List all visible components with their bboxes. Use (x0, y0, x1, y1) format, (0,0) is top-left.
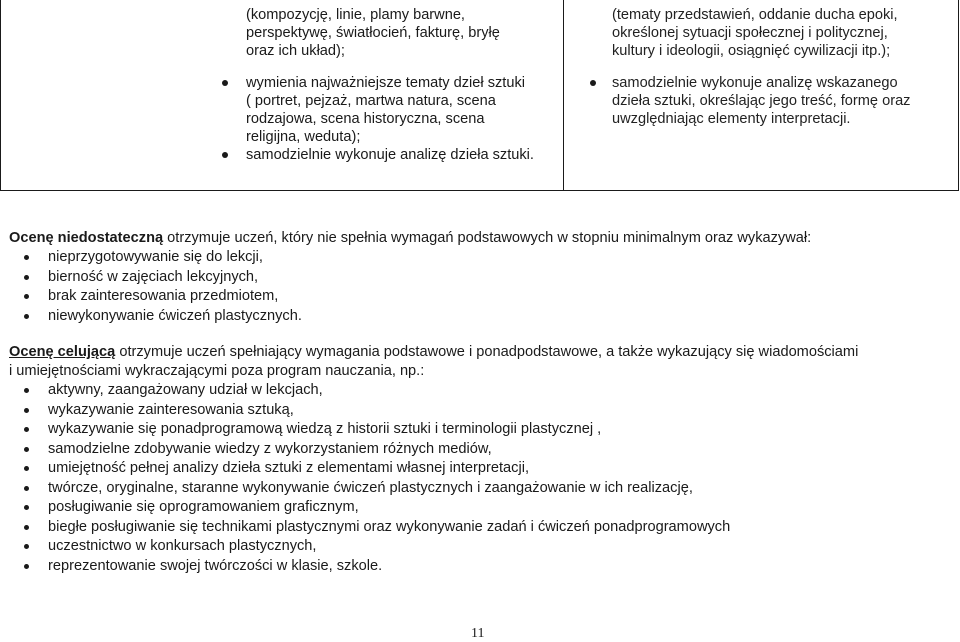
grade-excellent-list (0, 381, 950, 576)
list-item-text: posługiwanie się oprogramowaniem graficznym, (48, 499, 359, 515)
list-item-text: twórcze, oryginalne, staranne wykonywanie ćwiczeń plastycznych i zaangażowanie w ich realizację, (48, 479, 693, 496)
cell-text-line: samodzielnie wykonuje analizę wskazanego (612, 75, 898, 91)
bullet-icon (24, 544, 29, 549)
cell-text-line: uwzględniając elementy interpretacji. (612, 111, 851, 127)
table-border-middle (563, 0, 564, 191)
list-item-text: wykazywanie się ponadprogramową wiedzą z historii sztuki i terminologii plastycznej , (48, 421, 602, 437)
cell-text-line: rodzajowa, scena historyczna, scena (246, 111, 485, 127)
list-item-text: samodzielne zdobywanie wiedzy z wykorzystaniem różnych mediów, (48, 440, 492, 457)
list-item (0, 459, 950, 479)
list-item-text: wykazywanie zainteresowania sztuką, (48, 401, 294, 418)
grade-excellent-section (0, 343, 950, 576)
list-item (0, 518, 950, 538)
list-item-text: niewykonywanie ćwiczeń plastycznych. (48, 307, 302, 324)
cell-text-line: perspektywę, światłocień, fakturę, bryłę (246, 25, 500, 41)
table-border-bottom (0, 190, 959, 191)
list-item (0, 381, 950, 401)
list-item (246, 146, 562, 164)
bullet-icon (24, 466, 29, 471)
list-item (0, 307, 950, 327)
page-number: 11 (471, 626, 485, 641)
bullet-icon (24, 388, 29, 393)
list-item (0, 498, 950, 518)
grade-excellent-intro (0, 343, 950, 362)
list-item (0, 537, 950, 557)
bullet-icon (24, 564, 29, 569)
list-item-text: reprezentowanie swojej twórczości w klasie, szkole. (48, 557, 383, 574)
list-item-text: brak zainteresowania przedmiotem, (48, 288, 279, 304)
cell-text-line: wymienia najważniejsze tematy dzieł sztuki (246, 75, 526, 91)
list-item (0, 287, 950, 307)
list-item-text: nieprzygotowywanie się do lekcji, (48, 249, 263, 265)
list-item (0, 401, 950, 421)
grade-excellent-heading: Ocenę celującą (9, 344, 116, 360)
grade-fail-intro (0, 229, 950, 248)
bullet-icon (24, 294, 29, 299)
bullet-icon (222, 80, 228, 86)
cell-text-line: kultury i ideologii, osiągnięć cywilizacji itp.); (612, 43, 891, 59)
table-cell-right (612, 6, 957, 128)
list-item (0, 420, 950, 440)
right-bullet-list (612, 74, 957, 128)
list-item (612, 74, 957, 128)
bullet-icon (24, 447, 29, 452)
bullet-icon (24, 505, 29, 510)
bullet-icon (590, 80, 596, 86)
list-item (0, 440, 950, 460)
list-item (0, 248, 950, 268)
cell-text-line: (kompozycję, linie, plamy barwne, (246, 7, 465, 23)
table-cell-left (246, 6, 562, 164)
criteria-table (0, 0, 960, 191)
cell-text-line: oraz ich układ); (246, 43, 345, 59)
bullet-icon (24, 427, 29, 432)
grade-fail-list (0, 248, 950, 326)
bullet-icon (222, 152, 228, 158)
grade-excellent-intro-2: i umiejętnościami wykraczającymi poza program nauczania, np.: (9, 363, 425, 379)
grade-fail-text: otrzymuje uczeń, który nie spełnia wymagań podstawowych w stopniu minimalnym oraz wykazywał: (163, 230, 812, 246)
cell-text-line: (tematy przedstawień, oddanie ducha epoki, (612, 7, 898, 23)
grade-excellent-text: otrzymuje uczeń spełniający wymagania podstawowe i ponadpodstawowe, a także wykazujący się wiadomościami (115, 344, 859, 360)
list-item (0, 268, 950, 288)
cell-text-line: ( portret, pejzaż, martwa natura, scena (246, 93, 496, 109)
left-bullet-list (246, 74, 562, 164)
bullet-icon (24, 408, 29, 413)
bullet-icon (24, 275, 29, 280)
list-item-text: umiejętność pełnej analizy dzieła sztuki z elementami własnej interpretacji, (48, 460, 530, 476)
cell-text-line: określonej sytuacji społecznej i politycznej, (612, 25, 888, 41)
bullet-icon (24, 255, 29, 260)
bullet-icon (24, 525, 29, 530)
bullet-icon (24, 486, 29, 491)
bullet-icon (24, 314, 29, 319)
grade-fail-section (0, 229, 950, 326)
list-item-text: bierność w zajęciach lekcyjnych, (48, 268, 259, 285)
table-border-left (0, 0, 1, 191)
list-item-text: aktywny, zaangażowany udział w lekcjach, (48, 382, 323, 398)
table-border-right (958, 0, 959, 191)
list-item (0, 479, 950, 499)
cell-text-line: religijna, weduta); (246, 129, 361, 145)
list-item-text: biegłe posługiwanie się technikami plastycznymi oraz wykonywanie zadań i ćwiczeń ponadprogramowych (48, 518, 731, 535)
list-item-text: uczestnictwo w konkursach plastycznych, (48, 538, 317, 554)
grade-fail-heading: Ocenę niedostateczną (9, 230, 164, 246)
list-item (0, 557, 950, 577)
list-item (246, 74, 562, 146)
cell-text-line: samodzielnie wykonuje analizę dzieła sztuki. (246, 147, 534, 163)
cell-text-line: dzieła sztuki, określając jego treść, formę oraz (612, 93, 911, 109)
